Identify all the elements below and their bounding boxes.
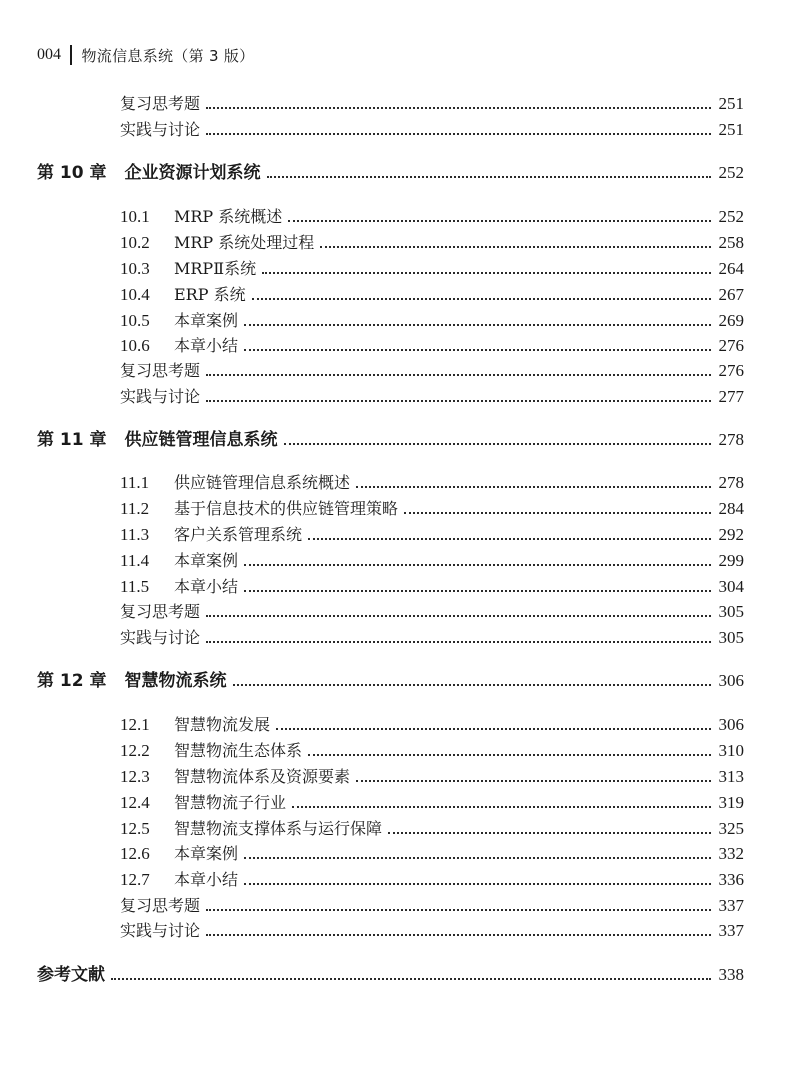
- section-title: 本章小结: [174, 577, 239, 596]
- dot-leader: [244, 324, 711, 326]
- section-title: 智慧物流子行业: [174, 793, 287, 812]
- section-number: 11.3: [120, 525, 150, 544]
- section-title: 本章案例: [174, 844, 239, 863]
- dot-leader: [288, 220, 711, 222]
- section-number: 10.1: [120, 207, 150, 226]
- chapter-title: 企业资源计划系统: [124, 163, 261, 183]
- section-number: 10.2: [120, 233, 150, 252]
- toc-page-number: 277: [718, 387, 744, 406]
- toc-references[interactable]: [37, 961, 744, 985]
- dot-leader: [267, 176, 712, 178]
- toc-entry-label: 实践与讨论: [120, 628, 201, 647]
- dot-leader: [284, 443, 712, 445]
- dot-leader: [206, 400, 711, 402]
- dot-leader: [252, 298, 711, 300]
- dot-leader: [356, 486, 711, 488]
- toc-entry-review[interactable]: [120, 892, 744, 916]
- toc-page-number: 269: [718, 311, 744, 330]
- section-number: 10.5: [120, 311, 150, 330]
- toc-page-number: 284: [718, 499, 744, 518]
- toc-page-number: 305: [718, 602, 744, 621]
- section-number: 12.7: [120, 870, 150, 889]
- dot-leader: [206, 374, 711, 376]
- section-title: 智慧物流生态体系: [174, 741, 303, 760]
- toc-section-10-4[interactable]: [120, 281, 744, 305]
- section-title: 智慧物流发展: [174, 715, 271, 734]
- section-number: 12.4: [120, 793, 150, 812]
- dot-leader: [206, 934, 711, 936]
- section-title: 供应链管理信息系统概述: [174, 473, 351, 492]
- toc-page-number: 337: [718, 921, 744, 940]
- toc-section-10-5[interactable]: [120, 307, 744, 331]
- toc-page-number: 305: [718, 628, 744, 647]
- section-number: 12.6: [120, 844, 150, 863]
- toc-page-number: 304: [718, 577, 744, 596]
- toc-section-12-1[interactable]: [120, 711, 744, 735]
- section-number: 12.3: [120, 767, 150, 786]
- toc-page-number: 319: [718, 793, 744, 812]
- section-number: 10.4: [120, 285, 150, 304]
- references-title: 参考文献: [37, 965, 105, 985]
- section-number: 11.5: [120, 577, 150, 596]
- section-number: 12.2: [120, 741, 150, 760]
- toc-page-number: 252: [718, 207, 744, 226]
- toc-section-11-5[interactable]: [120, 573, 744, 597]
- section-number: 11.1: [120, 473, 150, 492]
- toc-entry-practice[interactable]: [120, 624, 744, 648]
- toc-section-10-2[interactable]: [120, 229, 744, 253]
- dot-leader: [356, 780, 711, 782]
- toc-page-number: 267: [718, 285, 744, 304]
- toc-section-10-1[interactable]: [120, 203, 744, 227]
- toc-entry-label: 实践与讨论: [120, 387, 201, 406]
- dot-leader: [308, 754, 711, 756]
- section-number: 12.5: [120, 819, 150, 838]
- section-title: MRP 系统处理过程: [174, 233, 315, 252]
- toc-section-11-3[interactable]: [120, 521, 744, 545]
- dot-leader: [244, 349, 711, 351]
- toc-section-12-2[interactable]: [120, 737, 744, 761]
- toc-page-number: 292: [718, 525, 744, 544]
- section-title: 本章小结: [174, 870, 239, 889]
- toc-chapter-12[interactable]: [37, 667, 744, 691]
- chapter-title: 供应链管理信息系统: [124, 430, 278, 450]
- toc-section-10-6[interactable]: [120, 332, 744, 356]
- dot-leader: [206, 641, 711, 643]
- toc-entry-label: 复习思考题: [120, 896, 201, 915]
- section-number: 12.1: [120, 715, 150, 734]
- dot-leader: [244, 564, 711, 566]
- toc-page-number: 306: [718, 715, 744, 734]
- toc-section-10-3[interactable]: [120, 255, 744, 279]
- toc-entry-practice[interactable]: [120, 383, 744, 407]
- toc-entry-practice[interactable]: [120, 116, 744, 140]
- dot-leader: [276, 728, 711, 730]
- chapter-title: 智慧物流系统: [124, 671, 227, 691]
- section-title: ERP 系统: [174, 285, 246, 304]
- dot-leader: [292, 806, 711, 808]
- running-header: [37, 42, 254, 68]
- toc-page-number: 252: [718, 163, 744, 182]
- toc-page-number: 276: [718, 336, 744, 355]
- dot-leader: [244, 590, 711, 592]
- toc-page-number: 251: [718, 120, 744, 139]
- dot-leader: [388, 832, 711, 834]
- toc-page-number: 337: [718, 896, 744, 915]
- toc-entry-label: 复习思考题: [120, 602, 201, 621]
- toc-page-number: 264: [718, 259, 744, 278]
- section-title: 基于信息技术的供应链管理策略: [174, 499, 399, 518]
- toc-chapter-11[interactable]: [37, 426, 744, 450]
- dot-leader: [244, 857, 711, 859]
- toc-page-number: 338: [718, 965, 744, 984]
- header-book-title: 物流信息系统（第 3 版）: [81, 46, 255, 65]
- dot-leader: [320, 246, 711, 248]
- dot-leader: [244, 883, 711, 885]
- toc-section-12-5[interactable]: [120, 815, 744, 839]
- dot-leader: [206, 909, 711, 911]
- section-number: 10.3: [120, 259, 150, 278]
- dot-leader: [111, 978, 711, 980]
- toc-entry-label: 复习思考题: [120, 94, 201, 113]
- chapter-number: 第 11 章: [37, 430, 107, 450]
- toc-entry-label: 实践与讨论: [120, 921, 201, 940]
- toc-page-number: 251: [718, 94, 744, 113]
- header-page-number: 004: [37, 46, 61, 63]
- chapter-number: 第 12 章: [37, 671, 107, 691]
- chapter-number: 第 10 章: [37, 163, 107, 183]
- toc-page-number: 313: [718, 767, 744, 786]
- dot-leader: [262, 272, 711, 274]
- section-number: 10.6: [120, 336, 150, 355]
- section-number: 11.4: [120, 551, 150, 570]
- dot-leader: [404, 512, 711, 514]
- section-title: 本章小结: [174, 336, 239, 355]
- toc-section-11-4[interactable]: [120, 547, 744, 571]
- toc-page-number: 306: [718, 671, 744, 690]
- toc-page-number: 332: [718, 844, 744, 863]
- toc-entry-label: 实践与讨论: [120, 120, 201, 139]
- toc-page-number: 278: [718, 430, 744, 449]
- toc-entry-label: 复习思考题: [120, 361, 201, 380]
- toc-section-12-6[interactable]: [120, 840, 744, 864]
- section-title: 智慧物流支撑体系与运行保障: [174, 819, 383, 838]
- toc-entry-review[interactable]: [120, 598, 744, 622]
- toc-page-number: 325: [718, 819, 744, 838]
- toc-page-number: 278: [718, 473, 744, 492]
- section-title: 智慧物流体系及资源要素: [174, 767, 351, 786]
- dot-leader: [233, 684, 712, 686]
- dot-leader: [308, 538, 711, 540]
- toc-section-12-3[interactable]: [120, 763, 744, 787]
- toc-page-number: 336: [718, 870, 744, 889]
- dot-leader: [206, 133, 711, 135]
- toc-chapter-10[interactable]: [37, 159, 744, 183]
- section-title: MRPⅡ系统: [174, 259, 257, 278]
- section-title: 本章案例: [174, 311, 239, 330]
- toc-section-11-2[interactable]: [120, 495, 744, 519]
- toc-page-number: 310: [718, 741, 744, 760]
- section-number: 11.2: [120, 499, 150, 518]
- toc-entry-review[interactable]: [120, 357, 744, 381]
- section-title: 客户关系管理系统: [174, 525, 303, 544]
- dot-leader: [206, 615, 711, 617]
- toc-page-number: 299: [718, 551, 744, 570]
- toc-page-number: 276: [718, 361, 744, 380]
- toc-section-12-7[interactable]: [120, 866, 744, 890]
- toc-entry-practice[interactable]: [120, 917, 744, 941]
- toc-section-12-4[interactable]: [120, 789, 744, 813]
- toc-entry-review[interactable]: [120, 90, 744, 114]
- toc-section-11-1[interactable]: [120, 469, 744, 493]
- section-title: MRP 系统概述: [174, 207, 283, 226]
- section-title: 本章案例: [174, 551, 239, 570]
- header-divider: [70, 45, 72, 65]
- toc-page-number: 258: [718, 233, 744, 252]
- dot-leader: [206, 107, 711, 109]
